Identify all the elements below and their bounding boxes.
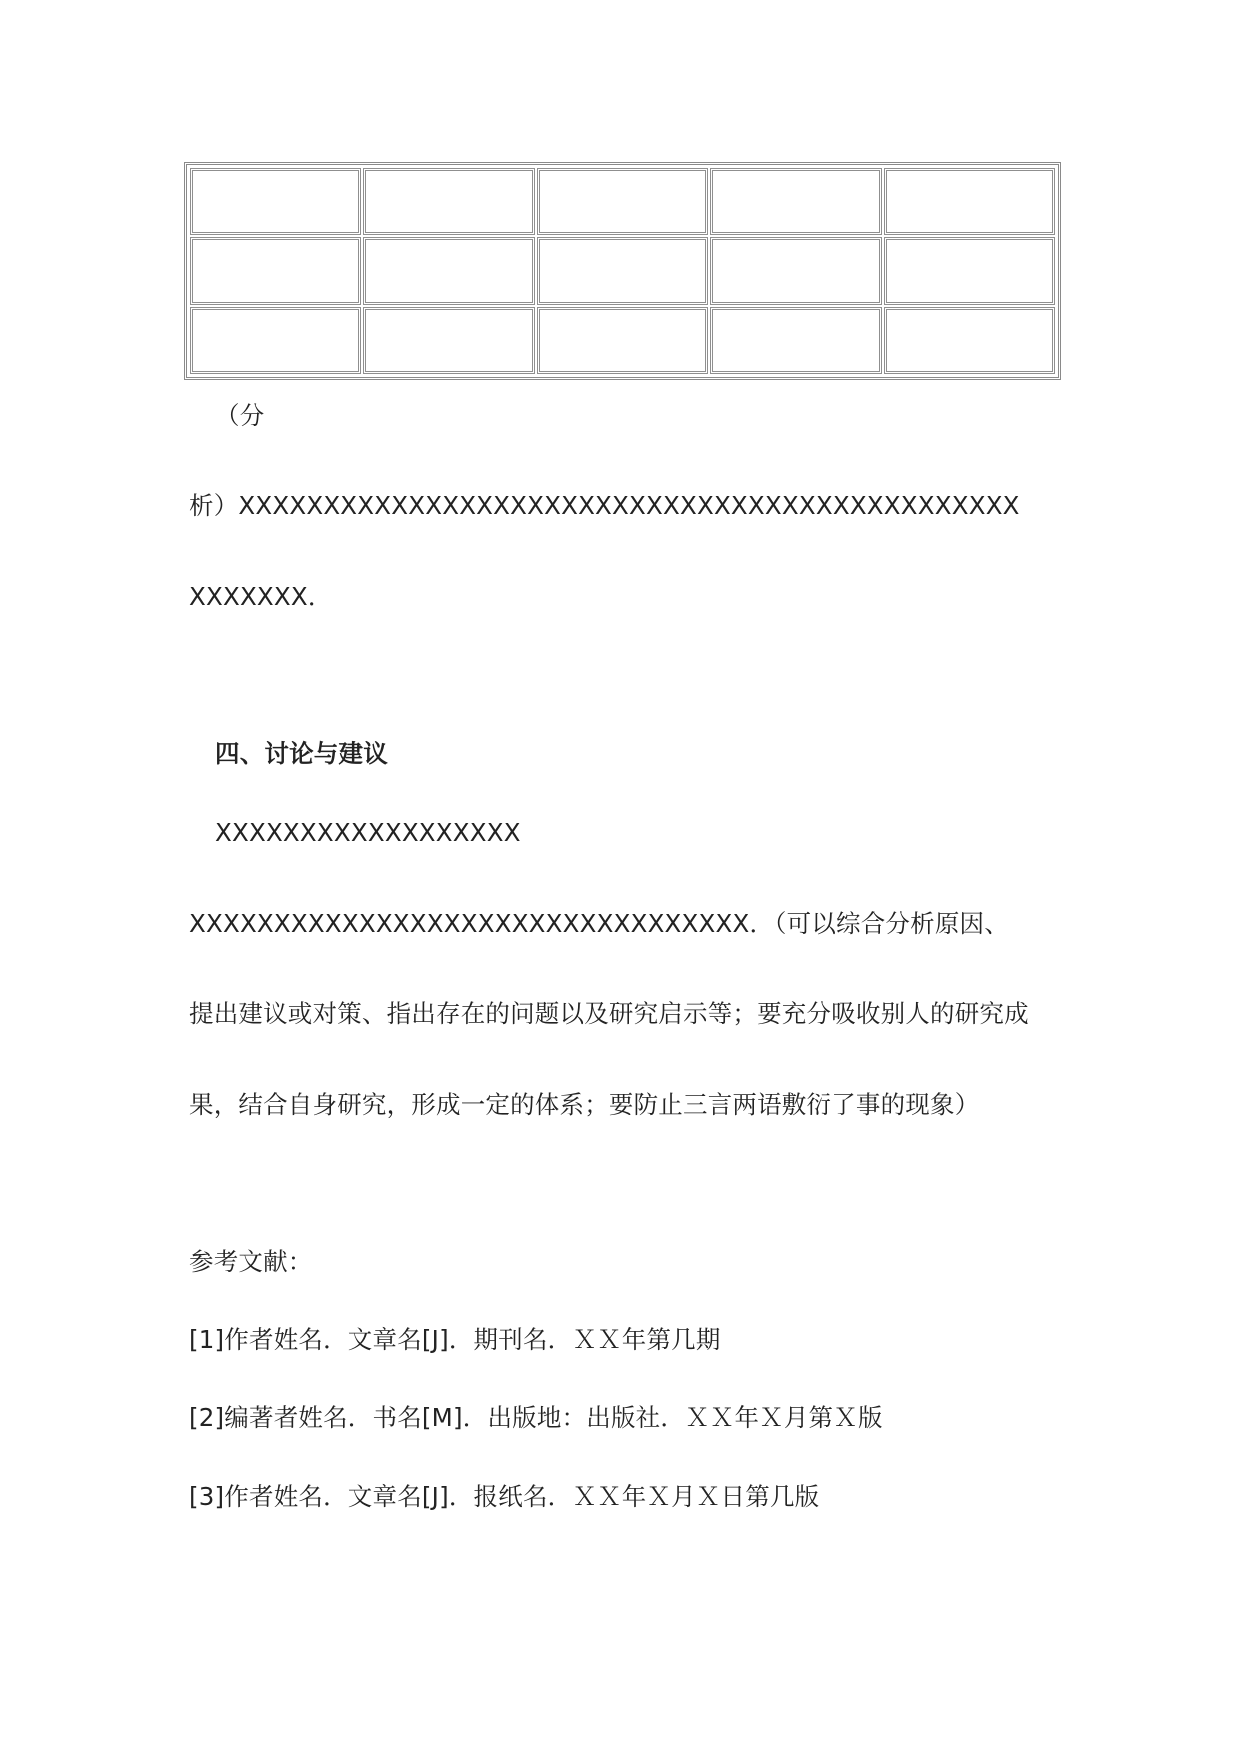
- section-line-3: 提出建议或对策、指出存在的问题以及研究启示等；要充分吸收别人的研究成: [189, 999, 1029, 1028]
- analysis-line-3: XXXXXXX．: [189, 582, 333, 611]
- analysis-line-1: （分: [215, 401, 265, 430]
- table-cell: [190, 168, 361, 235]
- table-body: [190, 168, 1055, 374]
- references-title: 参考文献：: [189, 1247, 313, 1276]
- table-cell: [190, 237, 361, 304]
- table-cell: [884, 237, 1055, 304]
- table-row: [190, 237, 1055, 304]
- blank-table-frame: [184, 162, 1061, 380]
- table-cell: [537, 307, 708, 374]
- table-cell: [884, 168, 1055, 235]
- section-line-1: XXXXXXXXXXXXXXXXXX: [215, 818, 521, 847]
- table-cell: [363, 168, 534, 235]
- section-line-2: XXXXXXXXXXXXXXXXXXXXXXXXXXXXXXXXX．（可以综合分析原因、: [189, 909, 1009, 938]
- reference-item-3: [3]作者姓名．文章名[J]．报纸名．ＸＸ年Ｘ月Ｘ日第几版: [189, 1482, 820, 1511]
- table-cell: [710, 168, 881, 235]
- analysis-line-2: 析）XXXXXXXXXXXXXXXXXXXXXXXXXXXXXXXXXXXXXXXXXXXXXX: [189, 491, 1020, 520]
- table-cell: [884, 307, 1055, 374]
- table-cell: [537, 237, 708, 304]
- section-heading: 四、讨论与建议: [215, 739, 388, 768]
- table-cell: [363, 237, 534, 304]
- table-cell: [537, 168, 708, 235]
- table-cell: [190, 307, 361, 374]
- table-row: [190, 307, 1055, 374]
- reference-item-2: [2]编著者姓名．书名[M]．出版地：出版社．ＸＸ年Ｘ月第Ｘ版: [189, 1403, 883, 1432]
- section-line-4: 果，结合自身研究，形成一定的体系；要防止三言两语敷衍了事的现象）: [189, 1090, 980, 1119]
- reference-item-1: [1]作者姓名．文章名[J]．期刊名．ＸＸ年第几期: [189, 1325, 721, 1354]
- table-cell: [710, 307, 881, 374]
- table-row: [190, 168, 1055, 235]
- blank-table: [188, 166, 1057, 376]
- table-cell: [363, 307, 534, 374]
- table-cell: [710, 237, 881, 304]
